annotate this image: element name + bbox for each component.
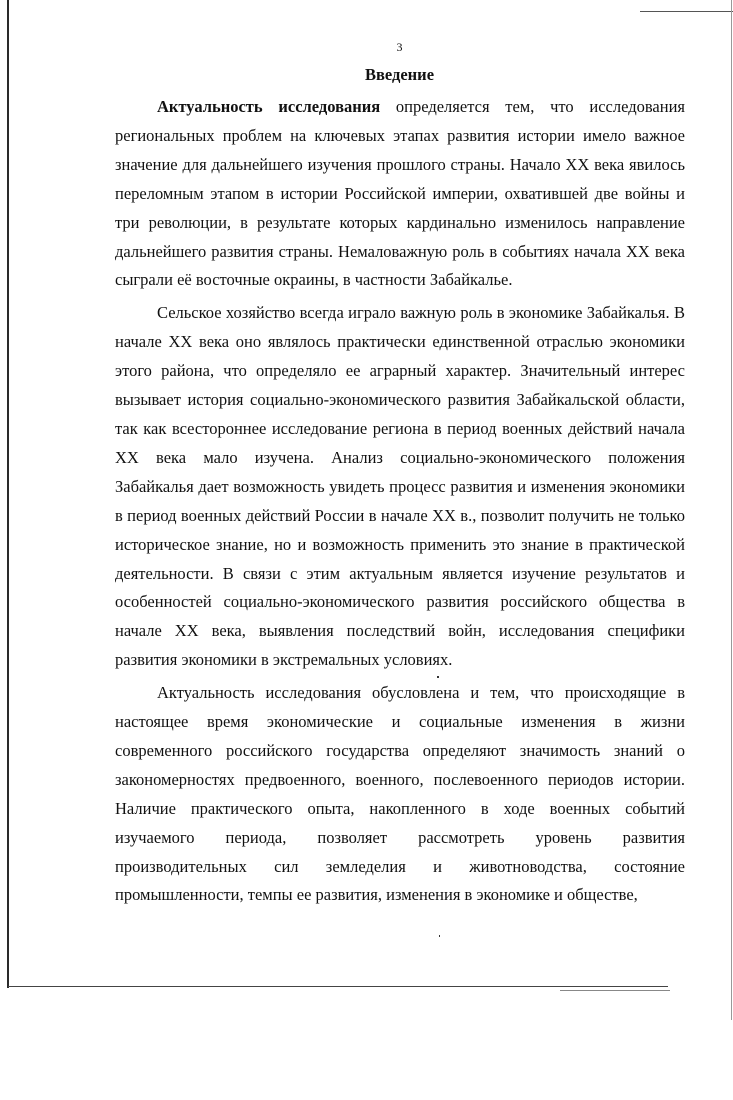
- scan-bottom-rule: [8, 986, 668, 987]
- scan-top-rule: [640, 11, 733, 12]
- scan-bottom-rule-secondary: [560, 990, 670, 991]
- paragraph-text: Актуальность исследования обусловлена и тем, что происходящие в настоящее время экономические и социальные изменения в жизни современного российского государства определяют значимость знаний о закономерностях предвоенного, военного, послевоенного периодов истории. Наличие практического опыта, накопленного в ходе военных событий изучаемого периода, позволяет рассмотреть уровень развития производительных сил земледелия и животноводства, состояние промышленности, темпы ее развития, изменения в экономике и обществе,: [115, 683, 685, 905]
- paragraph-text: определяется тем, что исследования региональных проблем на ключевых этапах развития истории имело важное значение для дальнейшего изучения прошлого страны. Начало XX века явилось переломным этапом в истории Российской империи, охватившей две войны и три революции, в результате которых кардинально изменилось направление дальнейшего развития страны. Немаловажную роль в событиях начала XX века сыграли её восточные окраины, в частности Забайкалье.: [115, 97, 685, 290]
- lead-bold-phrase: Актуальность исследования: [157, 97, 381, 116]
- scan-speck: [439, 935, 440, 937]
- page-heading: Введение: [364, 65, 435, 84]
- paragraph-1: [115, 93, 685, 295]
- paragraph-text: Сельское хозяйство всегда играло важную роль в экономике Забайкалья. В начале XX века оно являлось практически единственной отраслью экономики этого района, что определяло ее аграрный характер. Значительный интерес вызывает история социально-экономического развития Забайкальской области, так как всестороннее исследование региона в период военных действий начала XX века мало изучена. Анализ социально-экономического положения Забайкалья дает возможность увидеть процесс развития и изменения экономики в период военных действий России в начале XX в., позволит получить не только историческое знание, но и возможность применить это знание в практической деятельности. В связи с этим актуальным является изучение результатов и особенностей социально-экономического развития российского общества в начале XX века, выявления последствий войн, исследования специфики развития экономики в экстремальных условиях.: [115, 303, 685, 670]
- scan-left-edge: [7, 0, 9, 988]
- scan-right-edge: [731, 0, 732, 1020]
- document-body: [115, 93, 685, 910]
- paragraph-3: [115, 679, 685, 910]
- paragraph-2: [115, 299, 685, 675]
- page-number: 3: [396, 40, 403, 54]
